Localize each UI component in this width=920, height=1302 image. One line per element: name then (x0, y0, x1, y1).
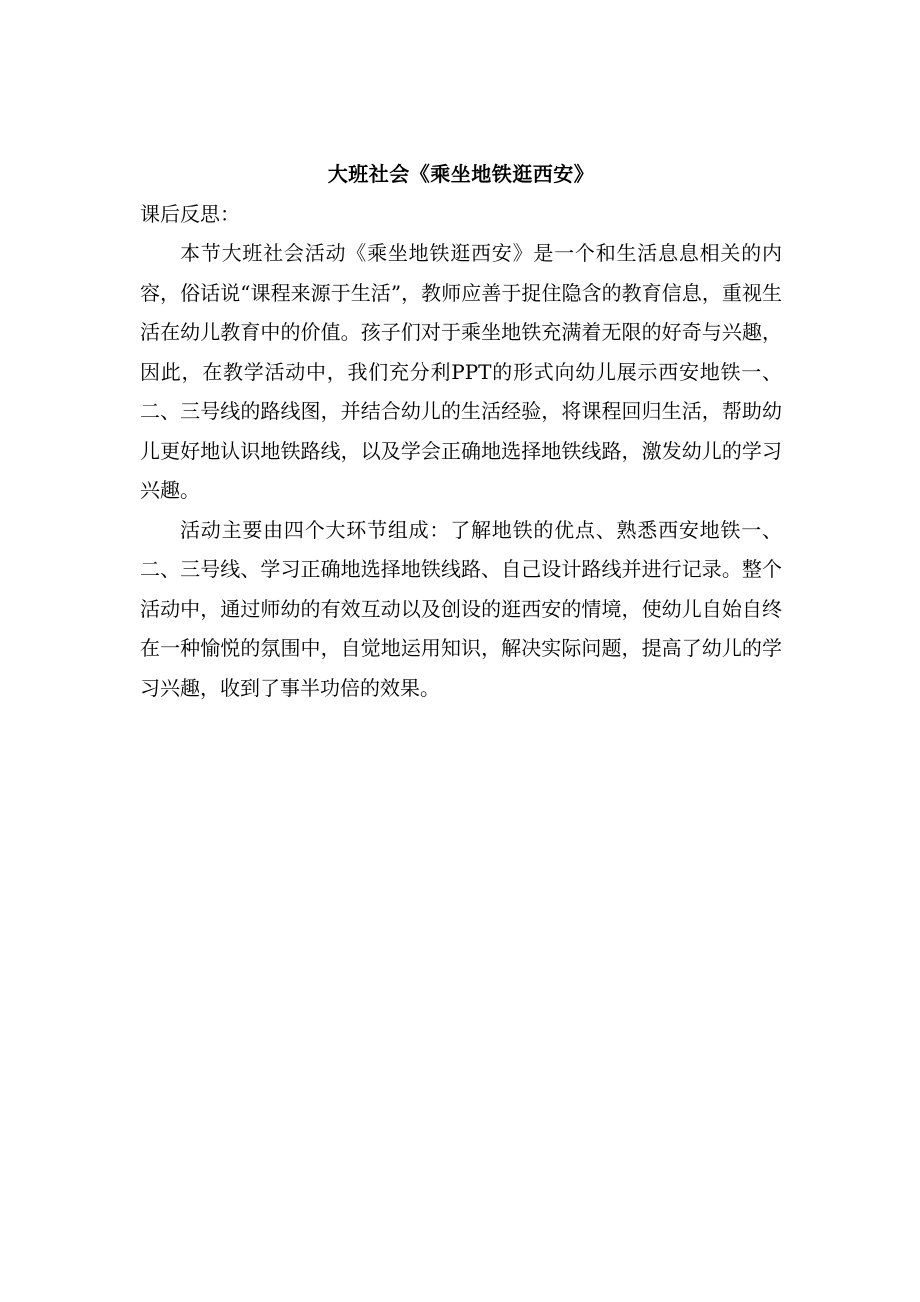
section-label: 课后反思： (140, 202, 240, 226)
document-title: 大班社会《乘坐地铁逛西安》 (327, 162, 595, 186)
paragraph-2: 活动主要由四个大环节组成：了解地铁的优点、熟悉西安地铁一、二、三号线、学习正确地选择地铁线路、自己设计路线并进行记录。整个活动中，通过师幼的有效互动以及创设的逛西安的情境，使幼儿自始自终在一种愉悦的氛围中，自觉地运用知识，解决实际问题，提高了幼儿的学习兴趣，收到了事半功倍的效果。 (140, 517, 782, 700)
paragraph-1: 本节大班社会活动《乘坐地铁逛西安》是一个和生活息息相关的内容，俗话说“课程来源于生活”，教师应善于捉住隐含的教育信息，重视生活在幼儿教育中的价值。孩子们对于乘坐地铁充满着无限的好奇与兴趣，因此，在教学活动中，我们充分利PPT的形式向幼儿展示西安地铁一、二、三号线的路线图，并结合幼儿的生活经验，将课程回归生活，帮助幼儿更好地认识地铁路线，以及学会正确地选择地铁线路，激发幼儿的学习兴趣。 (140, 241, 782, 502)
document-body (140, 154, 782, 708)
